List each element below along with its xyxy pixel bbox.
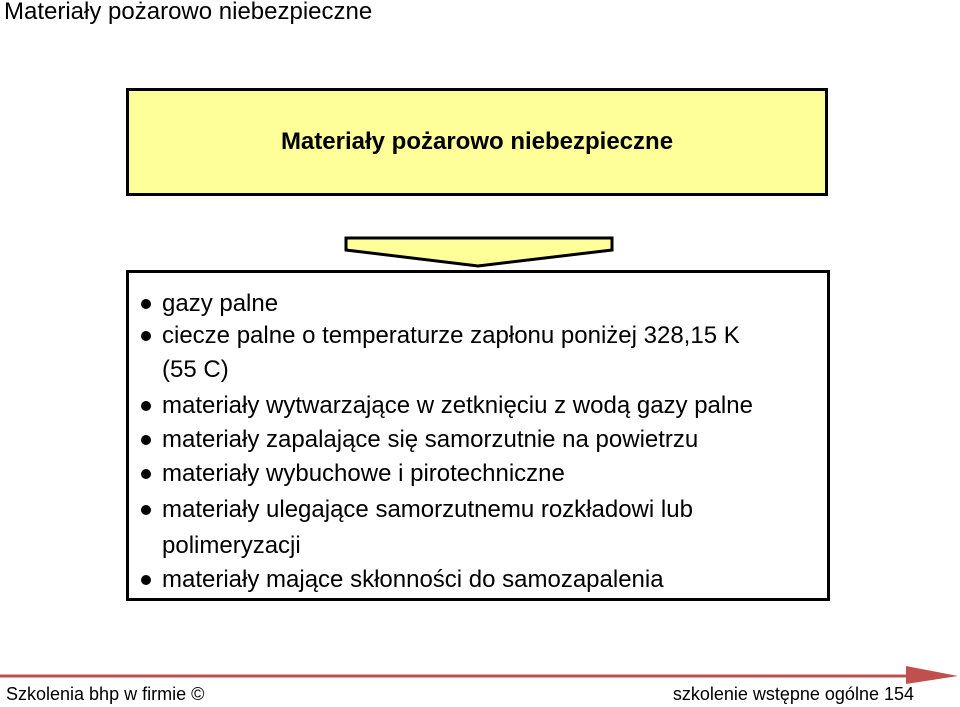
header-box xyxy=(126,88,828,196)
footer-right-text: szkolenie wstępne ogólne 154 xyxy=(672,684,914,704)
list-item-text: materiały mające skłonności do samozapalenia xyxy=(162,566,664,593)
hazard-list-box xyxy=(126,270,830,601)
footer-left-text: Szkolenia bhp w firmie © xyxy=(6,684,205,704)
list-item-text: gazy palne xyxy=(162,290,279,317)
bullet-icon xyxy=(141,299,151,309)
slide-title: Materiały pożarowo niebezpieczne xyxy=(4,0,373,25)
list-item-text: materiały wybuchowe i pirotechniczne xyxy=(162,460,565,487)
bullet-icon xyxy=(141,331,151,341)
bullet-icon xyxy=(141,575,151,585)
list-item-text: materiały ulegające samorzutnemu rozkładowi lub xyxy=(162,496,693,523)
bullet-icon xyxy=(141,469,151,479)
down-arrow xyxy=(346,238,612,266)
list-item-text: polimeryzacji xyxy=(162,532,301,559)
list-item-text: ciecze palne o temperaturze zapłonu poniżej 328,15 K xyxy=(162,322,740,349)
list-item-text: materiały zapalające się samorzutnie na powietrzu xyxy=(162,426,699,453)
list-item-text: materiały wytwarzające w zetknięciu z wodą gazy palne xyxy=(162,392,753,419)
bullet-icon xyxy=(141,435,151,445)
header-box-title: Materiały pożarowo niebezpieczne xyxy=(280,128,674,155)
bullet-icon xyxy=(141,401,151,411)
footer-arrow-icon xyxy=(906,666,958,684)
bullet-icon xyxy=(141,505,151,515)
list-item-text: (55 C) xyxy=(162,356,229,383)
